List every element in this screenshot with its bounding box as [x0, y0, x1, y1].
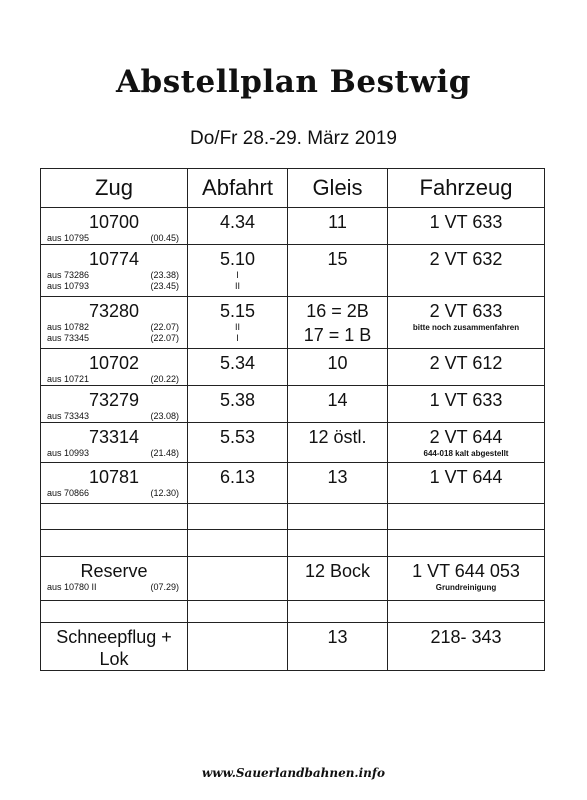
train-number: 10781 — [88, 467, 140, 487]
origin-time: (21.48) — [150, 448, 179, 458]
cell-fahrzeug — [388, 623, 545, 671]
cell-gleis — [288, 208, 388, 245]
vehicle-label — [388, 504, 544, 507]
origin-line — [41, 374, 187, 385]
departure-time — [188, 557, 287, 560]
departure-time: 5.10 — [219, 249, 256, 269]
table-row — [41, 423, 545, 463]
departure-time — [188, 504, 287, 507]
track-label: 13 — [327, 627, 348, 647]
cell-zug — [41, 557, 188, 601]
departure-time — [188, 623, 287, 626]
vehicle-label: 1 VT 633 — [429, 390, 503, 410]
train-number — [41, 601, 187, 604]
page-title: Abstellplan Bestwig — [116, 64, 471, 100]
departure-time — [188, 530, 287, 533]
unit-marker: I — [236, 333, 239, 343]
cell-gleis — [288, 423, 388, 463]
cell-fahrzeug — [388, 601, 545, 623]
track-label: 13 — [327, 467, 348, 487]
track-label: 11 — [328, 212, 347, 232]
cell-abfahrt — [188, 530, 288, 557]
cell-fahrzeug — [388, 297, 545, 349]
vehicle-label: 2 VT 644 — [429, 427, 503, 447]
cell-fahrzeug — [388, 386, 545, 423]
origin-train: aus 73286 — [47, 270, 90, 280]
train-number: 73279 — [88, 390, 140, 410]
cell-abfahrt — [188, 423, 288, 463]
origin-train: aus 10721 — [47, 374, 90, 384]
table-row — [41, 504, 545, 530]
cell-fahrzeug — [388, 463, 545, 504]
cell-fahrzeug — [388, 208, 545, 245]
cell-zug — [41, 297, 188, 349]
origin-time: (23.45) — [150, 281, 179, 291]
train-number: Schneepflug + Lok — [56, 627, 172, 669]
departure-time: 5.38 — [219, 390, 256, 410]
vehicle-label: 1 VT 633 — [429, 212, 503, 232]
cell-gleis — [288, 297, 388, 349]
track-label: 17 = 1 B — [303, 325, 372, 345]
table-row — [41, 349, 545, 386]
origin-line — [41, 233, 187, 244]
cell-zug — [41, 386, 188, 423]
origin-line — [41, 333, 187, 344]
origin-train: aus 73345 — [47, 333, 90, 343]
train-number: 10700 — [88, 212, 140, 232]
origin-time: (23.38) — [150, 270, 179, 280]
cell-abfahrt — [188, 504, 288, 530]
origin-line — [41, 281, 187, 292]
cell-gleis — [288, 245, 388, 297]
train-number: 10702 — [88, 353, 140, 373]
header-gleis: Gleis — [288, 169, 388, 208]
header-zug: Zug — [41, 169, 188, 208]
cell-fahrzeug — [388, 423, 545, 463]
vehicle-label: 2 VT 632 — [429, 249, 503, 269]
origin-line — [41, 488, 187, 499]
origin-time: (12.30) — [150, 488, 179, 498]
cell-fahrzeug — [388, 557, 545, 601]
cell-zug — [41, 530, 188, 557]
cell-zug — [41, 245, 188, 297]
origin-time: (23.08) — [150, 411, 179, 421]
origin-line — [41, 582, 187, 593]
train-number: Reserve — [80, 561, 148, 581]
table-row — [41, 601, 545, 623]
cell-abfahrt — [188, 623, 288, 671]
vehicle-note: 644-018 kalt abgestellt — [423, 449, 509, 458]
cell-gleis — [288, 504, 388, 530]
origin-train: aus 73343 — [47, 411, 90, 421]
cell-gleis — [288, 623, 388, 671]
vehicle-label: 1 VT 644 053 — [412, 561, 520, 581]
table-row — [41, 530, 545, 557]
cell-fahrzeug — [388, 530, 545, 557]
cell-fahrzeug — [388, 504, 545, 530]
cell-abfahrt — [188, 208, 288, 245]
departure-time: 4.34 — [219, 212, 256, 232]
cell-gleis — [288, 530, 388, 557]
cell-fahrzeug — [388, 245, 545, 297]
origin-train: aus 10793 — [47, 281, 90, 291]
train-number: 10774 — [88, 249, 140, 269]
origin-train: aus 10993 — [47, 448, 90, 458]
origin-time: (22.07) — [150, 322, 179, 332]
unit-marker: I — [236, 270, 239, 280]
table-row — [41, 245, 545, 297]
header-abfahrt: Abfahrt — [188, 169, 288, 208]
train-number: 73314 — [88, 427, 140, 447]
cell-zug — [41, 349, 188, 386]
cell-abfahrt — [188, 386, 288, 423]
cell-abfahrt — [188, 349, 288, 386]
cell-zug — [41, 423, 188, 463]
table-row — [41, 297, 545, 349]
unit-marker: II — [234, 322, 240, 332]
cell-abfahrt — [188, 245, 288, 297]
vehicle-label: 1 VT 644 — [429, 467, 503, 487]
parking-plan-table — [40, 168, 545, 671]
departure-time: 5.15 — [219, 301, 256, 321]
departure-time: 5.34 — [219, 353, 256, 373]
train-number — [41, 504, 187, 507]
table-row — [41, 463, 545, 504]
track-label: 14 — [327, 390, 348, 410]
origin-time: (22.07) — [150, 333, 179, 343]
vehicle-label — [388, 530, 544, 533]
origin-time: (20.22) — [150, 374, 179, 384]
vehicle-label — [388, 601, 544, 604]
cell-abfahrt — [188, 601, 288, 623]
origin-time: (07.29) — [150, 582, 179, 592]
cell-zug — [41, 504, 188, 530]
vehicle-note: Grundreinigung — [435, 583, 497, 592]
unit-marker: II — [234, 281, 240, 291]
header-fahrzeug: Fahrzeug — [388, 169, 545, 208]
departure-time: 6.13 — [219, 467, 256, 487]
vehicle-note: bitte noch zusammenfahren — [412, 323, 520, 332]
cell-zug — [41, 601, 188, 623]
cell-gleis — [288, 463, 388, 504]
table-row — [41, 623, 545, 671]
origin-train: aus 10782 — [47, 322, 90, 332]
origin-train: aus 70866 — [47, 488, 90, 498]
cell-gleis — [288, 349, 388, 386]
origin-train: aus 10780 II — [47, 582, 97, 592]
origin-line — [41, 270, 187, 281]
origin-line — [41, 411, 187, 422]
track-label: 15 — [327, 249, 348, 269]
cell-zug — [41, 463, 188, 504]
track-label: 12 Bock — [304, 561, 371, 581]
track-label: 10 — [327, 353, 348, 373]
cell-abfahrt — [188, 557, 288, 601]
table-row — [41, 386, 545, 423]
cell-abfahrt — [188, 463, 288, 504]
origin-train: aus 10795 — [47, 233, 90, 243]
departure-time — [188, 601, 287, 604]
origin-line — [41, 322, 187, 333]
table-row — [41, 208, 545, 245]
track-label: 12 östl. — [308, 427, 367, 447]
track-label: 16 = 2B — [306, 301, 369, 321]
table-row — [41, 557, 545, 601]
train-number — [41, 530, 187, 533]
vehicle-label: 2 VT 612 — [429, 353, 503, 373]
vehicle-label: 2 VT 633 — [429, 301, 503, 321]
footer-website: www.Sauerlandbahnen.info — [201, 766, 386, 780]
cell-fahrzeug — [388, 349, 545, 386]
origin-line — [41, 448, 187, 459]
cell-zug — [41, 623, 188, 671]
cell-zug — [41, 208, 188, 245]
cell-abfahrt — [188, 297, 288, 349]
departure-time: 5.53 — [219, 427, 256, 447]
cell-gleis — [288, 557, 388, 601]
cell-gleis — [288, 601, 388, 623]
origin-time: (00.45) — [150, 233, 179, 243]
cell-gleis — [288, 386, 388, 423]
vehicle-label: 218- 343 — [430, 627, 502, 647]
train-number: 73280 — [88, 301, 140, 321]
date-subtitle: Do/Fr 28.-29. März 2019 — [190, 128, 397, 149]
table-header-row — [41, 169, 545, 208]
